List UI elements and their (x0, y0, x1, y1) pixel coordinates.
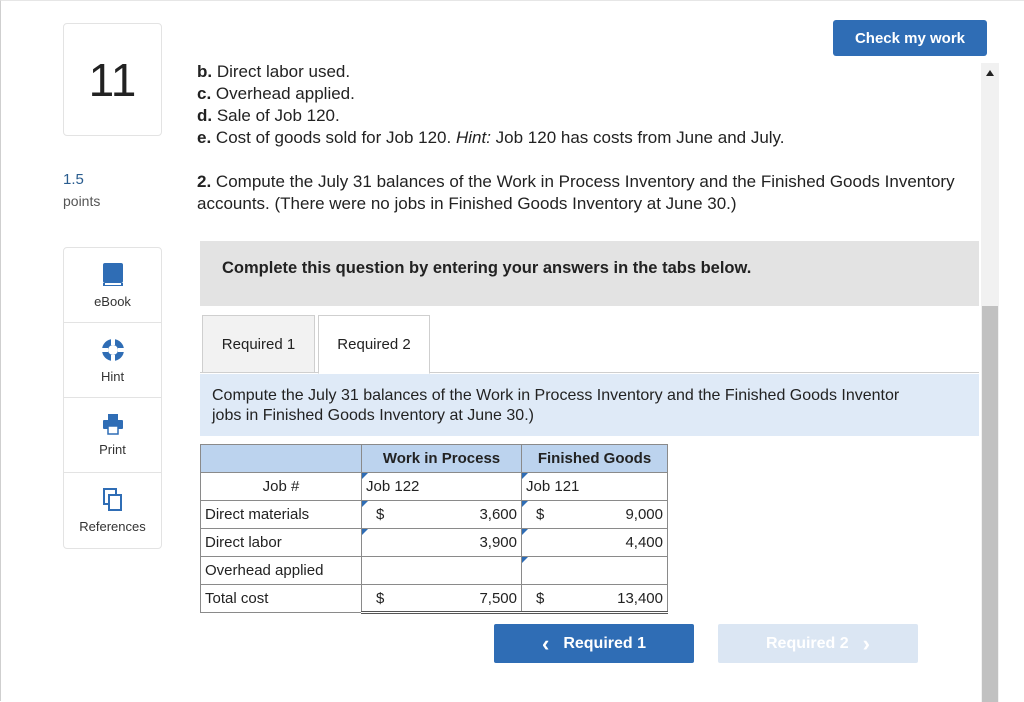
points-value: 1.5 (63, 171, 84, 188)
header-blank (201, 445, 362, 473)
scroll-thumb[interactable] (982, 306, 998, 702)
fg-overhead-applied-input[interactable] (522, 557, 668, 585)
fg-direct-labor-input[interactable]: 4,400 (522, 529, 668, 557)
wip-job-input[interactable]: Job 122 (362, 473, 522, 501)
instruction-banner: Complete this question by entering your answers in the tabs below. (200, 241, 979, 306)
print-button[interactable] (64, 398, 161, 473)
book-icon (101, 262, 125, 288)
chevron-left-icon: ‹ (541, 630, 550, 656)
previous-required-button[interactable] (494, 624, 694, 663)
tools-panel (63, 247, 162, 549)
required-line-1: Compute the July 31 balances of the Work in Process Inventory and the Finished Goods Inventor (212, 387, 900, 404)
references-label: References (79, 519, 146, 534)
ebook-button[interactable] (64, 248, 161, 323)
part-c: c. Overhead applied. (197, 84, 355, 103)
scrollbar[interactable] (981, 63, 999, 702)
table-row (201, 501, 668, 529)
tab-required-2[interactable]: Required 2 (318, 315, 430, 374)
points-label: points (63, 193, 101, 209)
next-label: Required 2 (765, 634, 849, 652)
table-row (201, 585, 668, 613)
check-my-work-button[interactable]: Check my work (833, 20, 987, 56)
row-label: Total cost (201, 585, 362, 613)
lifebuoy-icon (100, 337, 126, 363)
table-row (201, 557, 668, 585)
table-header-row (201, 445, 668, 473)
chevron-right-icon: › (862, 630, 870, 656)
wip-direct-materials-input[interactable]: $ 3,600 (362, 501, 522, 529)
part-e: e. Cost of goods sold for Job 120. Hint: Job 120 has costs from June and July. (197, 128, 785, 147)
tab-bar (200, 315, 979, 373)
question-number: 11 (63, 23, 162, 136)
part-b: b. Direct labor used. (197, 62, 351, 81)
part-d: d. Sale of Job 120. (197, 106, 340, 125)
job-label: Job # (201, 473, 362, 501)
wip-direct-labor-input[interactable]: 3,900 (362, 529, 522, 557)
fg-job-input[interactable]: Job 121 (522, 473, 668, 501)
references-button[interactable] (64, 473, 161, 548)
fg-direct-materials-input[interactable]: $ 9,000 (522, 501, 668, 529)
row-label: Direct materials (201, 501, 362, 529)
table-row (201, 529, 668, 557)
question-text (197, 61, 977, 215)
next-required-button[interactable] (718, 624, 918, 663)
required-line-2: jobs in Finished Goods Inventory at June 30.) (212, 407, 534, 424)
tab-required-1[interactable]: Required 1 (202, 315, 315, 373)
header-wip: Work in Process (362, 445, 522, 473)
table-row (201, 473, 668, 501)
required-panel (200, 374, 979, 436)
row-label: Overhead applied (201, 557, 362, 585)
row-label: Direct labor (201, 529, 362, 557)
balances-table (200, 444, 668, 614)
hint-label: Hint (100, 369, 125, 384)
print-label: Print (99, 442, 126, 457)
printer-icon (101, 412, 125, 436)
header-fg: Finished Goods (522, 445, 668, 473)
scroll-up-arrow-icon[interactable] (981, 69, 999, 81)
part-2: 2. Compute the July 31 balances of the Work in Process Inventory and the Finished Goods Inventory accounts. (There were no jobs in Finished Goods Inventory at June 30.) (197, 172, 955, 213)
ebook-label: eBook (94, 294, 131, 309)
wip-total-cost: $ 7,500 (362, 585, 522, 613)
fg-total-cost: $ 13,400 (522, 585, 668, 613)
copy-icon (101, 487, 125, 513)
previous-label: Required 1 (563, 634, 646, 652)
hint-button[interactable] (64, 323, 161, 398)
wip-overhead-applied-input[interactable] (362, 557, 522, 585)
